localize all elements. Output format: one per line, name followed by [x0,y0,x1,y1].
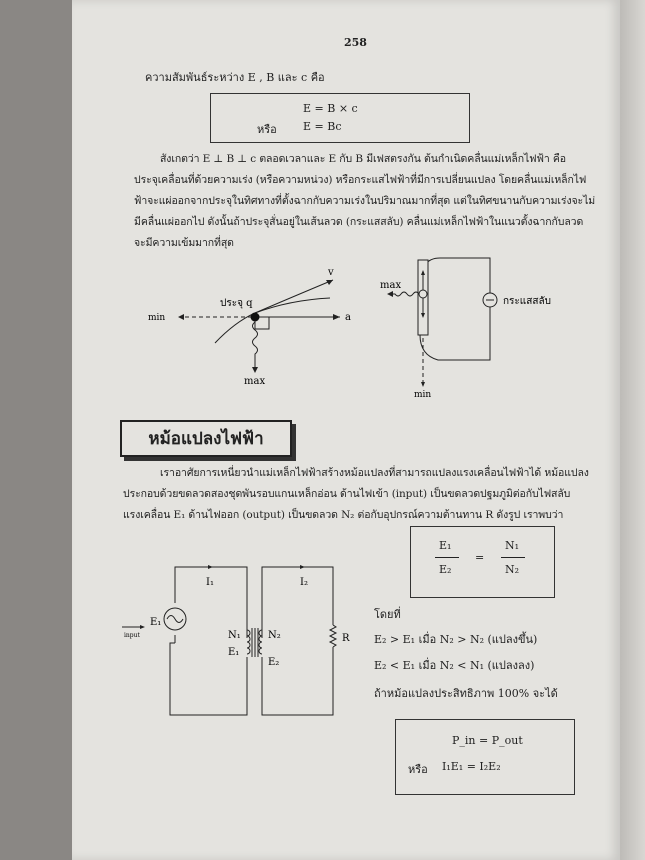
max-label: max [380,280,402,291]
formula-or: หรือ [257,123,277,136]
antenna-circuit [420,258,490,360]
power-or: หรือ [408,763,428,776]
charge-radiation-figure [140,260,370,390]
current-i1-label: I₁ [206,577,214,588]
e2-label: E₂ [268,657,280,668]
power-formula-box [395,719,575,795]
paragraph-line: ประจุเคลื่อนที่ด้วยความเร่ง (หรือความหน่วง) หรือกระแสไฟฟ้าที่มีการเปลี่ยนแปลง โดยคลื่นแม่เหล็กไฟ [134,174,587,186]
formula-line-2: E = Bc [303,120,342,133]
ac-source-label: กระแสสลับ [503,296,551,307]
formula-box-e-b-c [210,93,470,143]
paragraph-line: มีคลื่นแผ่ออกไป ดังนั้นถ้าประจุสั่นอยู่ในเส้นลวด (กระแสสลับ) คลื่นแม่เหล็กไฟฟ้าในแนวตั้งฉากกับลวด [134,216,584,228]
ratio-e1: E₁ [439,539,452,552]
paragraph-line: สังเกตว่า E ⊥ B ⊥ c ตลอดเวลาและ E กับ B มีเฟสตรงกัน ต้นกำเนิดคลื่นแม่เหล็กไฟฟ้า คือ [160,153,567,165]
page-number: 258 [344,36,367,49]
n2-label: N₂ [268,630,281,641]
ratio-formula-box [410,526,555,598]
transformer-circuit [110,545,370,725]
ratio-n1: N₁ [505,539,520,552]
velocity-vector [255,280,333,313]
min-label: min [414,390,432,400]
relation-intro: ความสัมพันธ์ระหว่าง E , B และ c คือ [145,71,325,84]
paragraph-line: จะมีความเข้มมากที่สุด [134,237,234,249]
antenna-radiation-figure [370,250,570,400]
ratio-n2: N₂ [505,563,520,576]
input-label: input [124,632,140,639]
resistor-label: R [342,633,350,644]
paragraph-line: ประกอบด้วยขดลวดสองชุดพันรอบแกนเหล็กอ่อน ด้านไฟเข้า (input) เป็นขดลวดปฐมภูมิต่อกับไฟสลับ [123,488,571,500]
efficiency-text: ถ้าหม้อแปลงประสิทธิภาพ 100% จะได้ [374,687,558,700]
source-label: E₁ [150,617,162,628]
a-label: a [345,312,351,323]
current-i2-label: I₂ [300,577,308,588]
paragraph-line: เราอาศัยการเหนี่ยวนำแม่เหล็กไฟฟ้าสร้างหม้อแปลงที่สามารถแปลงแรงเคลื่อนไฟฟ้าได้ หม้อแปลง [160,467,589,479]
power-line-2: I₁E₁ = I₂E₂ [442,760,501,773]
resistor-icon [330,625,336,647]
ratio-e2: E₂ [439,563,452,576]
ratio-equals: = [475,551,485,564]
where-label: โดยที่ [374,608,401,621]
step-up-condition: E₂ > E₁ เมื่อ N₂ > N₂ (แปลงขึ้น) [374,633,538,646]
min-label: min [148,313,166,323]
radiation-wave [392,292,419,296]
formula-line-1: E = B × c [303,102,358,115]
max-label: max [244,376,266,387]
v-label: v [328,267,334,278]
charge-dot [251,313,260,322]
charge-label: ประจุ q [220,298,253,309]
paragraph-line: ฟ้าจะแผ่ออกจากประจุในทิศทางที่ตั้งฉากกับความเร่งในปริมาณมากที่สุด แต่ในทิศขนานกับความเร่งจะไม่ [134,195,596,207]
e1-label: E₁ [228,647,240,658]
step-down-condition: E₂ < E₁ เมื่อ N₂ < N₁ (แปลงลง) [374,659,535,672]
n1-label: N₁ [228,630,241,641]
paragraph-line: แรงเคลื่อน E₁ ด้านไฟออก (output) เป็นขดลวด N₂ ต่อกับอุปกรณ์ความต้านทาน R ดังรูป เราพบว่า [123,509,564,521]
section-heading-transformer: หม้อแปลงไฟฟ้า [120,420,292,457]
next-page-edge [620,0,645,860]
power-line-1: P_in = P_out [452,734,523,747]
